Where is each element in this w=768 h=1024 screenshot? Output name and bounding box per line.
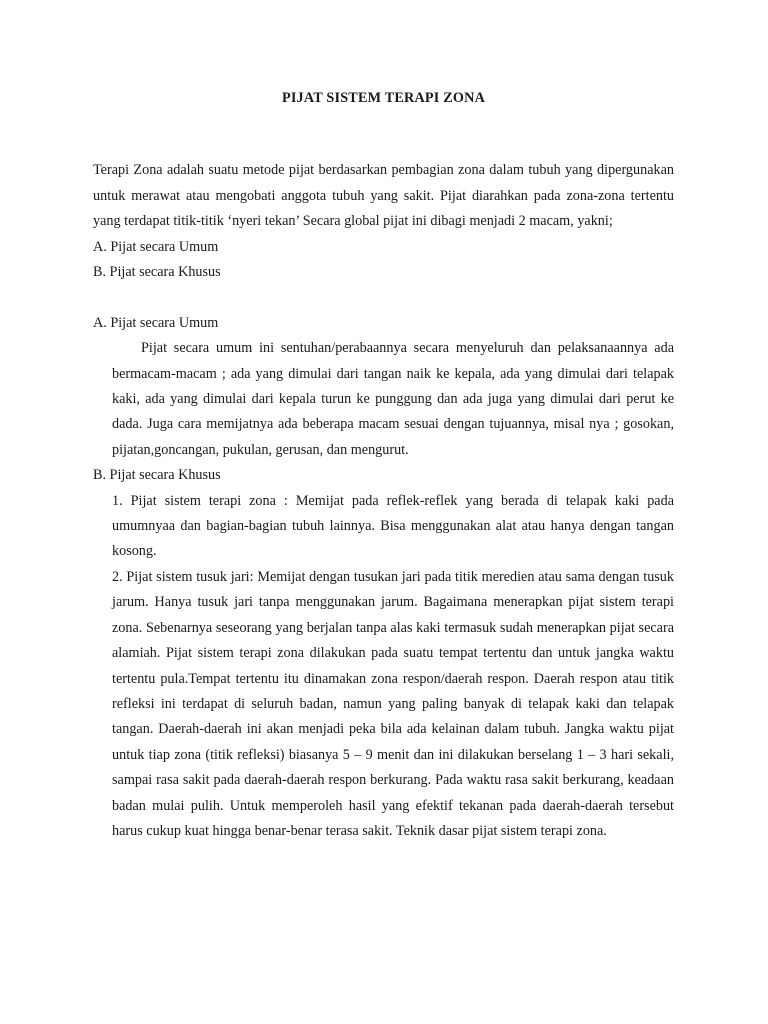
section-a-body: Pijat secara umum ini sentuhan/perabaannya secara menyeluruh dan pelaksanaannya ada bermacam-macam ; ada yang dimulai dari tangan naik ke kepala, ada yang dimulai dari telapak kaki, ada yang dimulai dari kepala turun ke punggung dan ada juga yang dimulai dari perut ke dada. Juga cara memijatnya ada beberapa macam sesuai dengan tujuannya, misal nya ; gosokan, pijatan,goncangan, pukulan, gerusan, dan mengurut.	[112, 340, 674, 458]
section-a-block	[93, 336, 674, 463]
document-title: PIJAT SISTEM TERAPI ZONA	[281, 90, 486, 106]
list-item-b: B. Pijat secara Khusus	[93, 264, 221, 281]
section-a-heading: A. Pijat secara Umum	[93, 314, 219, 331]
section-b-block	[93, 489, 674, 845]
intro-paragraph: Terapi Zona adalah suatu metode pijat berdasarkan pembagian zona dalam tubuh yang dipergunakan untuk merawat atau mengobati anggota tubuh yang sakit. Pijat diarahkan pada zona-zona tertentu yang terdapat titik-titik ‘nyeri tekan’ Secara global pijat ini dibagi menjadi 2 macam, yakni;	[93, 162, 674, 230]
list-item-a: A. Pijat secara Umum	[93, 238, 219, 255]
section-b-item-1: 1. Pijat sistem terapi zona : Memijat pada reflek-reflek yang berada di telapak kaki pada umumnyaa dan bagian-bagian tubuh lainnya. Bisa menggunakan alat atau hanya dengan tangan kosong.	[112, 492, 674, 560]
paragraph-gap	[93, 285, 674, 310]
section-b-heading: B. Pijat secara Khusus	[93, 467, 221, 484]
section-b-item-2: 2. Pijat sistem tusuk jari: Memijat dengan tusukan jari pada titik meredien atau sama dengan tusuk jarum. Hanya tusuk jari tanpa menggunakan jarum. Bagaimana menerapkan pijat sistem terapi zona. Sebenarnya seseorang yang berjalan tanpa alas kaki termasuk sudah menerapkan pijat secara alamiah. Pijat sistem terapi zona dilakukan pada suatu tempat tertentu dan untuk jangka waktu tertentu pula.Tempat tertentu itu dinamakan zona respon/daerah respon. Daerah respon atau titik refleksi ini terdapat di seluruh badan, namun yang paling banyak di telapak kaki dan telapak tangan. Daerah-daerah ini akan menjadi peka bila ada kelainan dalam tubuh. Jangka waktu pijat untuk tiap zona (titik refleksi) biasanya 5 – 9 menit dan ini dilakukan berselang 1 – 3 hari sekali, sampai rasa sakit pada daerah-daerah respon berkurang. Pada waktu rasa sakit berkurang, keadaan badan mulai pulih. Untuk memperoleh hasil yang efektif tekanan pada daerah-daerah tersebut harus cukup kuat hingga benar-benar terasa sakit. Teknik dasar pijat sistem terapi zona.	[112, 568, 674, 839]
